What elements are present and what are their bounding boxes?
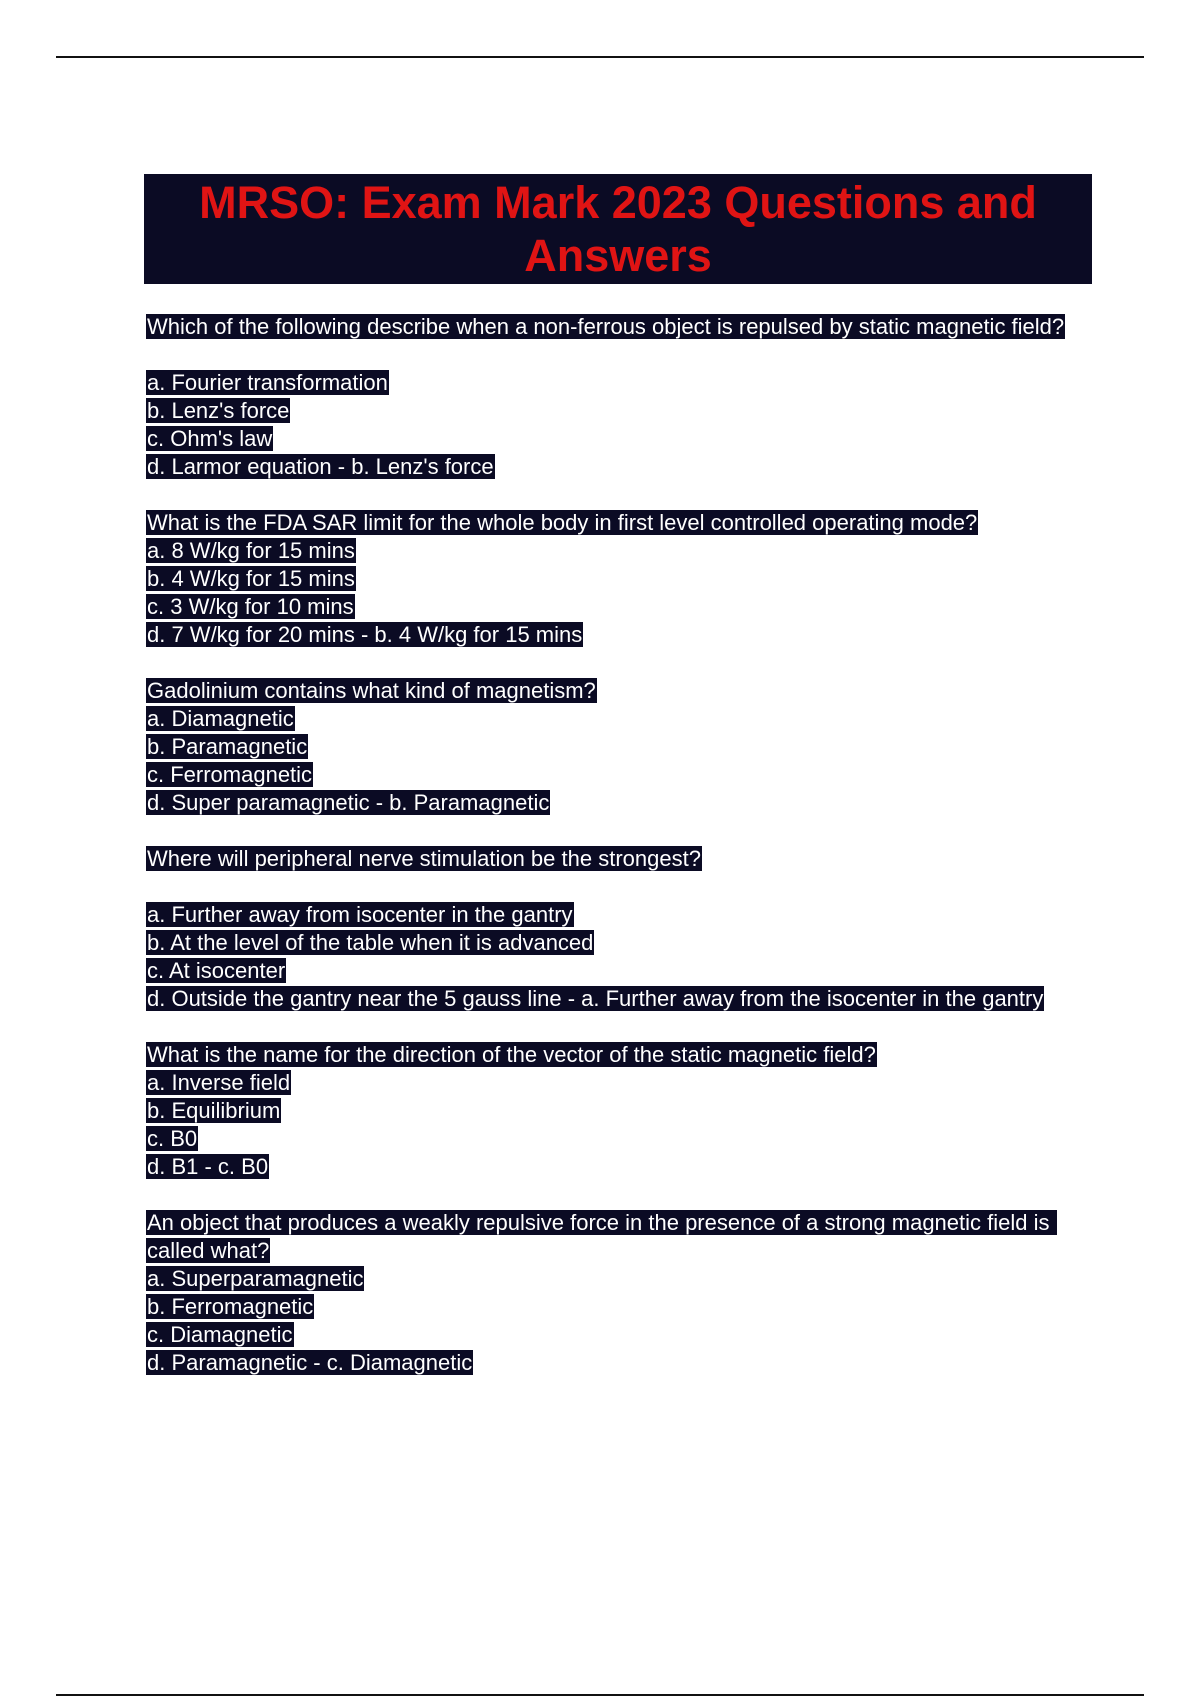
answer-option: a. Further away from isocenter in the gantry xyxy=(147,902,573,927)
question-text: Where will peripheral nerve stimulation be the strongest? xyxy=(147,846,701,871)
answer-option: c. B0 xyxy=(147,1126,198,1151)
question-block xyxy=(146,845,1086,1013)
answer-option: d. Larmor equation - b. Lenz's force xyxy=(147,454,494,479)
answer-option: c. Diamagnetic xyxy=(147,1322,293,1347)
answer-option: c. Ferromagnetic xyxy=(147,762,313,787)
answer-option: d. 7 W/kg for 20 mins - b. 4 W/kg for 15 mins xyxy=(147,622,583,647)
answer-option: a. Inverse field xyxy=(147,1070,291,1095)
answer-option: b. Equilibrium xyxy=(147,1098,281,1123)
question-block xyxy=(146,313,1086,481)
answer-option: d. Paramagnetic - c. Diamagnetic xyxy=(147,1350,473,1375)
answer-option: c. 3 W/kg for 10 mins xyxy=(147,594,354,619)
answer-option: c. Ohm's law xyxy=(147,426,273,451)
question-text: An object that produces a weakly repulsive force in the presence of a strong magnetic field is called what? xyxy=(147,1210,1056,1263)
answer-option: b. Lenz's force xyxy=(147,398,290,423)
question-text: Gadolinium contains what kind of magnetism? xyxy=(147,678,596,703)
document-title: MRSO: Exam Mark 2023 Questions and Answers xyxy=(199,177,1037,281)
answer-option: a. Superparamagnetic xyxy=(147,1266,364,1291)
answer-option: b. Paramagnetic xyxy=(147,734,308,759)
answer-option: a. Fourier transformation xyxy=(147,370,388,395)
question-text: What is the name for the direction of the vector of the static magnetic field? xyxy=(147,1042,876,1067)
answer-option: d. Outside the gantry near the 5 gauss line - a. Further away from the isocenter in the gantry xyxy=(147,986,1044,1011)
answer-option: d. B1 - c. B0 xyxy=(147,1154,269,1179)
bottom-rule xyxy=(56,1694,1144,1696)
answer-option: d. Super paramagnetic - b. Paramagnetic xyxy=(147,790,550,815)
question-block xyxy=(146,1041,1086,1181)
question-text: Which of the following describe when a non-ferrous object is repulsed by static magnetic field? xyxy=(147,314,1065,339)
answer-option: b. At the level of the table when it is advanced xyxy=(147,930,594,955)
title-banner xyxy=(144,174,1092,284)
question-list xyxy=(146,313,1086,1405)
answer-option: b. Ferromagnetic xyxy=(147,1294,314,1319)
question-block xyxy=(146,1209,1086,1377)
question-block xyxy=(146,677,1086,817)
question-text: What is the FDA SAR limit for the whole body in first level controlled operating mode? xyxy=(147,510,978,535)
answer-option: a. Diamagnetic xyxy=(147,706,294,731)
top-rule xyxy=(56,56,1144,58)
answer-option: c. At isocenter xyxy=(147,958,286,983)
answer-option: b. 4 W/kg for 15 mins xyxy=(147,566,355,591)
question-block xyxy=(146,509,1086,649)
answer-option: a. 8 W/kg for 15 mins xyxy=(147,538,355,563)
